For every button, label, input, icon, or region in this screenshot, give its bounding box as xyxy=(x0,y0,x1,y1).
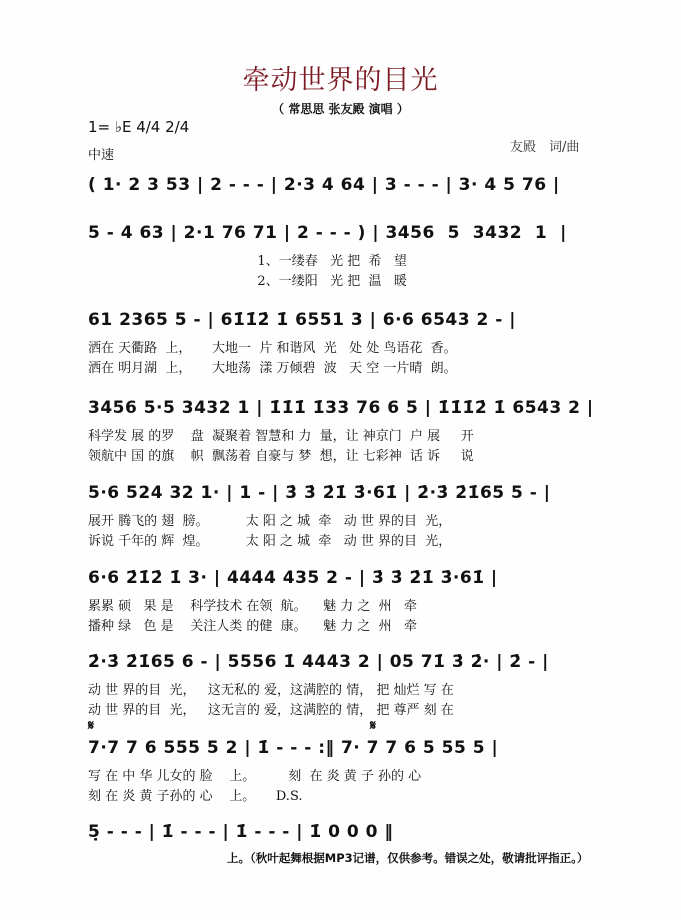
author: 友殿 词/曲 xyxy=(510,140,580,155)
lyrics-row-6-verse-1: 累累 硕 果 是 科学技术 在领 航。 魅 力 之 州 牵 xyxy=(88,599,418,614)
lyrics-row-7-verse-1: 动 世 界的目 光， 这无私的 爱，这满腔的 情， 把 灿烂 写 在 xyxy=(88,683,454,698)
lyrics-row-8-verse-2: 刻 在 炎 黄 子孙的 心 上。 D.S. xyxy=(88,789,303,804)
footnote: 上。（秋叶起舞根据MP3记谱，仅供参考。错误之处，敬请批评指正。） xyxy=(227,851,589,865)
lyrics-row-5-verse-2: 诉说 千年的 辉 煌。 太 阳 之 城 牵 动 世 界的目 光， xyxy=(88,534,452,549)
lyrics-row-8-verse-1: 写 在 中 华 儿女的 脸 上。 刻 在 炎 黄 子 孙的 心 xyxy=(88,769,422,784)
segno-icon: 𝄋 xyxy=(88,718,95,734)
lyrics-row-2-verse-2: 2、一缕阳 光 把 温 暖 xyxy=(88,274,407,289)
tempo: 中速 xyxy=(88,148,115,163)
notes-row-2: 5 - 4 63 | 2·1 76 71 | 2 - - - ) | 3456 5 3432 1 | xyxy=(88,223,567,243)
notes-row-6: 6·6 2̇1̇2̇ 1̇ 3· | 4444 435 2 - | 3̇ 3̇ 2̇1̇ 3̇·61̇ | xyxy=(88,568,498,588)
lyrics-row-7-verse-2: 动 世 界的目 光， 这无言的 爱，这满腔的 情， 把 尊严 刻 在 xyxy=(88,703,454,718)
notes-row-3: 61 2365 5 - | 61̇1̇2̇ 1̇ 6551 3 | 6·6 6543 2 - | xyxy=(88,310,516,330)
lyrics-row-3-verse-2: 洒在 明月湖 上， 大地荡 漾 万倾碧 波 天 空 一片晴 朗。 xyxy=(88,361,457,376)
lyrics-row-3-verse-1: 洒在 天衢路 上， 大地一 片 和谐风 光 处 处 鸟语花 香。 xyxy=(88,341,457,356)
notes-row-5: 5·6 524 32 1· | 1 - | 3̇ 3̇ 2̇1̇ 3̇·61̇ | 2̇·3̇ 2̇1̇65 5 - | xyxy=(88,483,551,503)
lyrics-row-4-verse-1: 科学发 展 的罗 盘 凝聚着 智慧和 力 量，让 神京门 户 展 开 xyxy=(88,429,474,444)
lyrics-row-6-verse-2: 播种 绿 色 是 关注人类 的健 康。 魅 力 之 州 牵 xyxy=(88,619,418,634)
notes-row-8: 7·7 7 6 555 5 2 | 1̇ - - - :‖ 7· 7 7 6 5 55 5 | xyxy=(88,738,499,758)
notes-row-1: ( 1· 2 3 53 | 2 - - - | 2·3 4 64 | 3 - - - | 3· 4 5 76 | xyxy=(88,175,560,195)
segno-icon: 𝄋 xyxy=(370,718,377,734)
notes-row-4: 3456 5·5 3432 1 | 1̇1̇1̇ 1̇33 76 6 5 | 1̇1̇1̇2̇ 1̇ 6543 2 | xyxy=(88,398,594,418)
lyrics-row-2-verse-1: 1、一缕春 光 把 希 望 xyxy=(88,254,407,269)
key-signature: 1= ♭E 4/4 2/4 xyxy=(88,118,190,136)
notes-row-9: 5̣ - - - | 1̇ - - - | 1̇ - - - | 1̇ 0 0 0 ‖ xyxy=(88,822,394,842)
notes-row-7: 2̇·3̇ 2̇1̇65 6 - | 5556 1̇ 4443 2 | 05 71̇ 3̇ 2̇· | 2̇ - | xyxy=(88,652,549,672)
singers: （ 常思思 张友殿 演唱 ） xyxy=(272,102,409,116)
lyrics-row-4-verse-2: 领航中 国 的旗 帜 飘荡着 自豪与 梦 想，让 七彩神 话 诉 说 xyxy=(88,449,474,464)
lyrics-row-5-verse-1: 展开 腾飞的 翅 膀。 太 阳 之 城 牵 动 世 界的目 光， xyxy=(88,514,452,529)
song-title: 牵动世界的目光 xyxy=(242,65,439,96)
